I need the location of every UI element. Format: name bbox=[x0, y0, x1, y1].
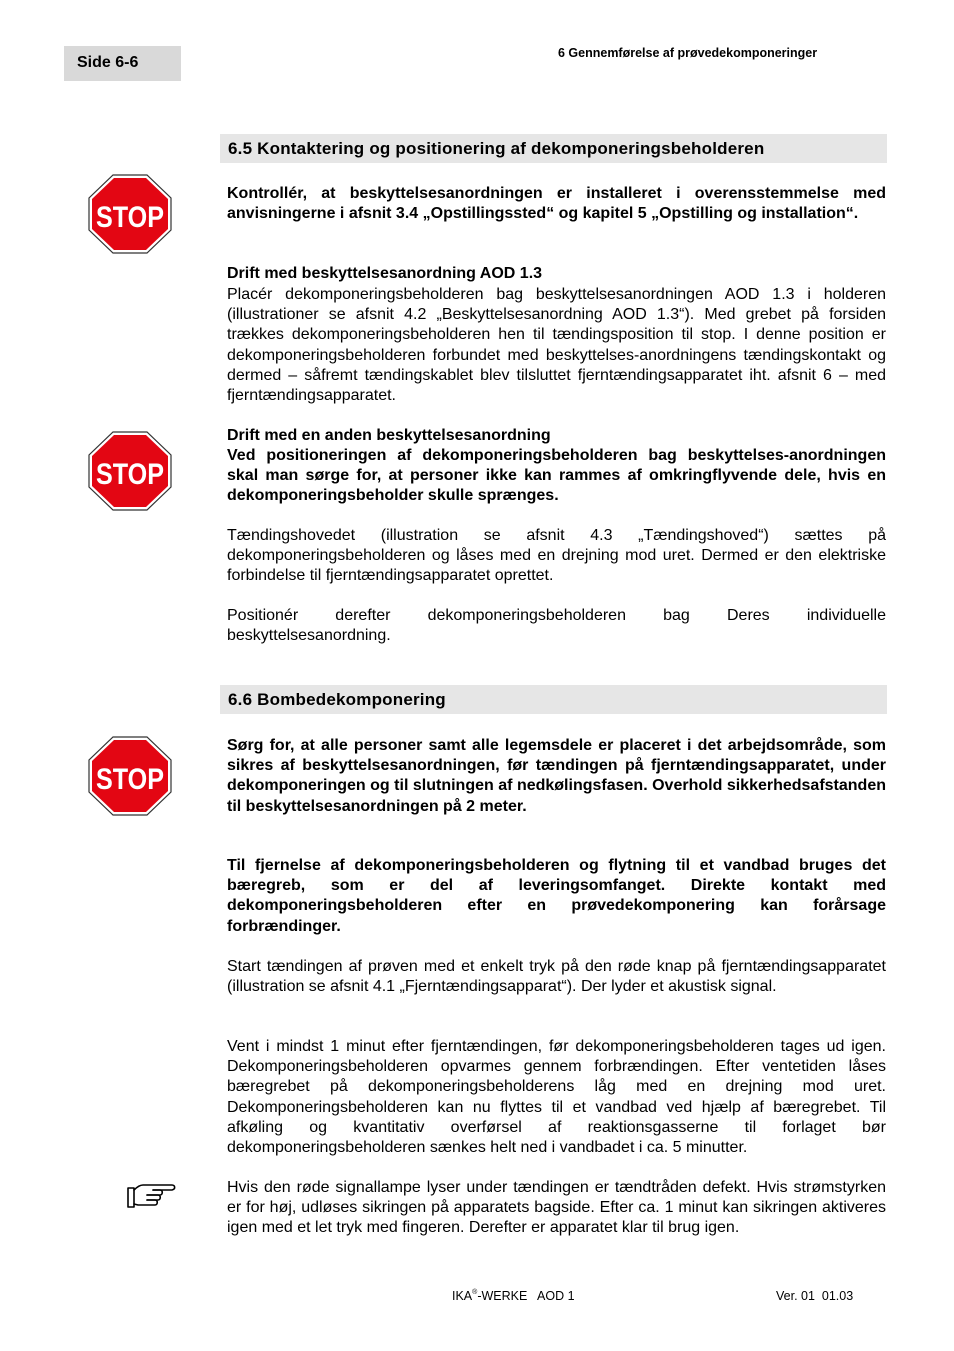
warning-paragraph: Ved positioneringen af dekomponeringsbeholderen bag beskyttelses-anordningen skal man sørge for, at personer ikke kan rammes af omkringflyvende dele, hvis en dekomponeringsbeholder skulle sprænges. bbox=[227, 447, 886, 505]
section-heading-6-6: 6.6 Bombedekomponering bbox=[220, 685, 887, 714]
registered-mark: ® bbox=[472, 1289, 478, 1296]
warning-paragraph: Til fjernelse af dekomponeringsbeholderen og flytning til et vandbad bruges det bæregreb, som er del af leveringsomfanget. Direkte kontakt med dekomponeringsbeholderen efter en prøvedekomponering kan forårsage forbrændinger. bbox=[227, 857, 886, 935]
chapter-title: 6 Gennemførelse af prøvedekomponeringer bbox=[558, 46, 818, 60]
warning-paragraph: Kontrollér, at beskyttelsesanordningen er installeret i overensstemmelse med anvisningerne i afsnit 3.4 „Opstillingssted“ og kapitel 5 „Opstilling og installation“. bbox=[227, 185, 886, 223]
footer-version: Ver. 01 01.03 bbox=[776, 1289, 854, 1303]
body-paragraph: Vent i mindst 1 minut efter fjerntændingen, før dekomponeringsbeholderen tages ud igen. Dekomponeringsbeholderen opvarmes gennem forbrændingen. Efter ventetiden låses bæregrebet på dekomponeringsbeholderens låg med en drejning mod uret. Dekomponeringsbeholderen kan nu flyttes til et vandbad ved hjælp af bæregrebet. Til afkøling og kvantitativ overførsel af reaktionsgasserne til forlaget bør dekomponeringsbeholderen sænkes helt ned i vandbadet i ca. 5 minutter. bbox=[227, 1038, 886, 1157]
body-paragraph: Tændingshovedet (illustration se afsnit 4.3 „Tændingshoved“) sættes på dekomponeringsbeholderen og låses med en drejning mod uret. Dermed er den elektriske forbindelse til fjerntændingsapparatet oprettet. bbox=[227, 527, 886, 585]
warning-paragraph: Sørg for, at alle personer samt alle legemsdele er placeret i det arbejdsområde, som sikres af beskyttelsesanordningen, før tændingen på fjerntændingsapparatet, under dekomponeringen og til slutningen af nedkølingsfasen. Overhold sikkerhedsafstanden til beskyttelsesanordningen på 2 meter. bbox=[227, 737, 886, 815]
subheading: Drift med beskyttelsesanordning AOD 1.3 bbox=[227, 265, 543, 282]
body-paragraph: Positionér derefter dekomponeringsbeholderen bag Deres individuelle beskyttelsesanordning. bbox=[227, 607, 886, 645]
stop-sign-icon bbox=[88, 736, 172, 816]
page-number-label: Side 6-6 bbox=[64, 46, 181, 81]
stop-sign-text: STOP bbox=[96, 763, 164, 796]
body-paragraph: Start tændingen af prøven med et enkelt tryk på den røde knap på fjerntændingsapparatet (illustration se afsnit 4.1 „Fjerntændingsapparat“). Der lyder et akustisk signal. bbox=[227, 958, 886, 996]
note-paragraph: Hvis den røde signallampe lyser under tændingen er tændtråden defekt. Hvis strømstyrken er for høj, udløses sikringen på apparatets bagside. Efter ca. 1 minut kan sikringen aktiveres igen med et let tryk med fingeren. Derefter er apparatet klar til brug igen. bbox=[227, 1179, 886, 1237]
section-heading-6-5: 6.5 Kontaktering og positionering af dekomponeringsbeholderen bbox=[220, 134, 887, 163]
stop-sign-icon bbox=[88, 174, 172, 254]
pointing-hand-icon bbox=[126, 1180, 178, 1210]
stop-sign-text: STOP bbox=[96, 458, 164, 491]
stop-sign-text: STOP bbox=[96, 201, 164, 234]
footer-brand bbox=[452, 1289, 575, 1303]
body-paragraph: Placér dekomponeringsbeholderen bag beskyttelsesanordningen AOD 1.3 i holderen (illustrationer se afsnit 4.2 „Beskyttelsesanordning AOD 1.3“). Med grebet på forsiden trækkes dekomponeringsbeholderen hen til tændingsposition til stop. I denne position er dekomponeringsbeholderen forbundet med beskyttelses-anordningens tændingskontakt og dermed – såfremt tændingskablet blev tilsluttet fjerntændingsapparatet iht. afsnit 6 – med fjerntændingsapparatet. bbox=[227, 286, 886, 405]
footer-product: -WERKE AOD 1 bbox=[477, 1289, 575, 1303]
stop-sign-icon bbox=[88, 431, 172, 511]
subheading: Drift med en anden beskyttelsesanordning bbox=[227, 427, 551, 444]
footer-brand-name: IKA bbox=[452, 1289, 473, 1303]
